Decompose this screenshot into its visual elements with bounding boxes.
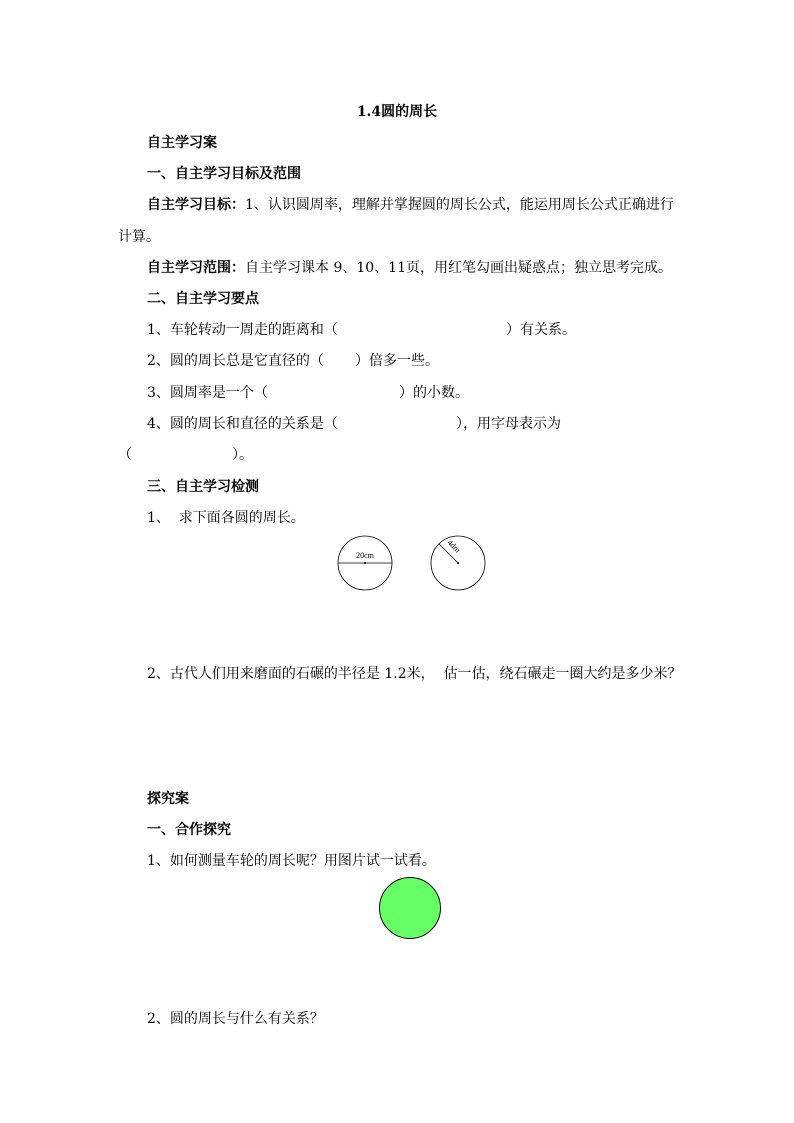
circle-radius-diagram (429, 534, 487, 592)
section3-heading: 三、自主学习检测 (147, 479, 259, 495)
item4-formula-close: ）。 (232, 447, 253, 463)
section2-heading: 二、自主学习要点 (147, 291, 259, 307)
item1-close: ）有关系。 (506, 322, 576, 338)
circle-diameter-diagram (336, 534, 394, 592)
item3-open: 3、圆周率是一个（ (147, 385, 268, 401)
self-study-heading: 自主学习案 (147, 135, 217, 151)
goal-text-continued: 计算。 (118, 229, 160, 245)
explore-q2: 2、圆的周长与什么有关系？ (147, 1011, 324, 1027)
goal-label: 自主学习目标： (147, 197, 245, 213)
item1-open: 1、车轮转动一周走的距离和（ (147, 322, 338, 338)
item4-open: 4、圆的周长和直径的关系是（ (147, 416, 338, 432)
check-q1: 1、 求下面各圆的周长。 (147, 510, 305, 526)
goal-paragraph (147, 196, 674, 214)
check-q2: 2、古代人们用来磨面的石碾的半径是 1.2米， 估一估，绕石碾走一圈大约是多少米？ (147, 666, 682, 682)
explore-q1: 1、如何测量车轮的周长呢？用图片试一试看。 (147, 853, 436, 869)
radius-label: 4dm (445, 538, 462, 555)
diameter-label: 20cm (356, 551, 374, 560)
item2: 2、圆的周长总是它直径的（ ）倍多一些。 (147, 353, 440, 369)
center-dot (364, 562, 366, 564)
scope-text: 自主学习课本 9、10、11页，用红笔勾画出疑惑点；独立思考完成。 (245, 260, 672, 276)
item4-close: ），用字母表示为 (456, 416, 561, 432)
item3-close: ）的小数。 (399, 385, 469, 401)
explore-heading: 探究案 (147, 791, 189, 807)
scope-paragraph (147, 259, 672, 277)
item4-formula-open: （ (118, 447, 132, 463)
green-circle (380, 878, 441, 939)
section1-heading: 一、自主学习目标及范围 (147, 166, 301, 182)
scope-label: 自主学习范围： (147, 260, 245, 276)
green-circle-image (378, 876, 442, 940)
goal-text: 1、认识圆周率，理解并掌握圆的周长公式，能运用周长公式正确进行 (245, 197, 674, 213)
center-dot (457, 562, 459, 564)
explore-section1-heading: 一、合作探究 (147, 822, 231, 838)
page-title: 1.4圆的周长 (356, 104, 438, 120)
